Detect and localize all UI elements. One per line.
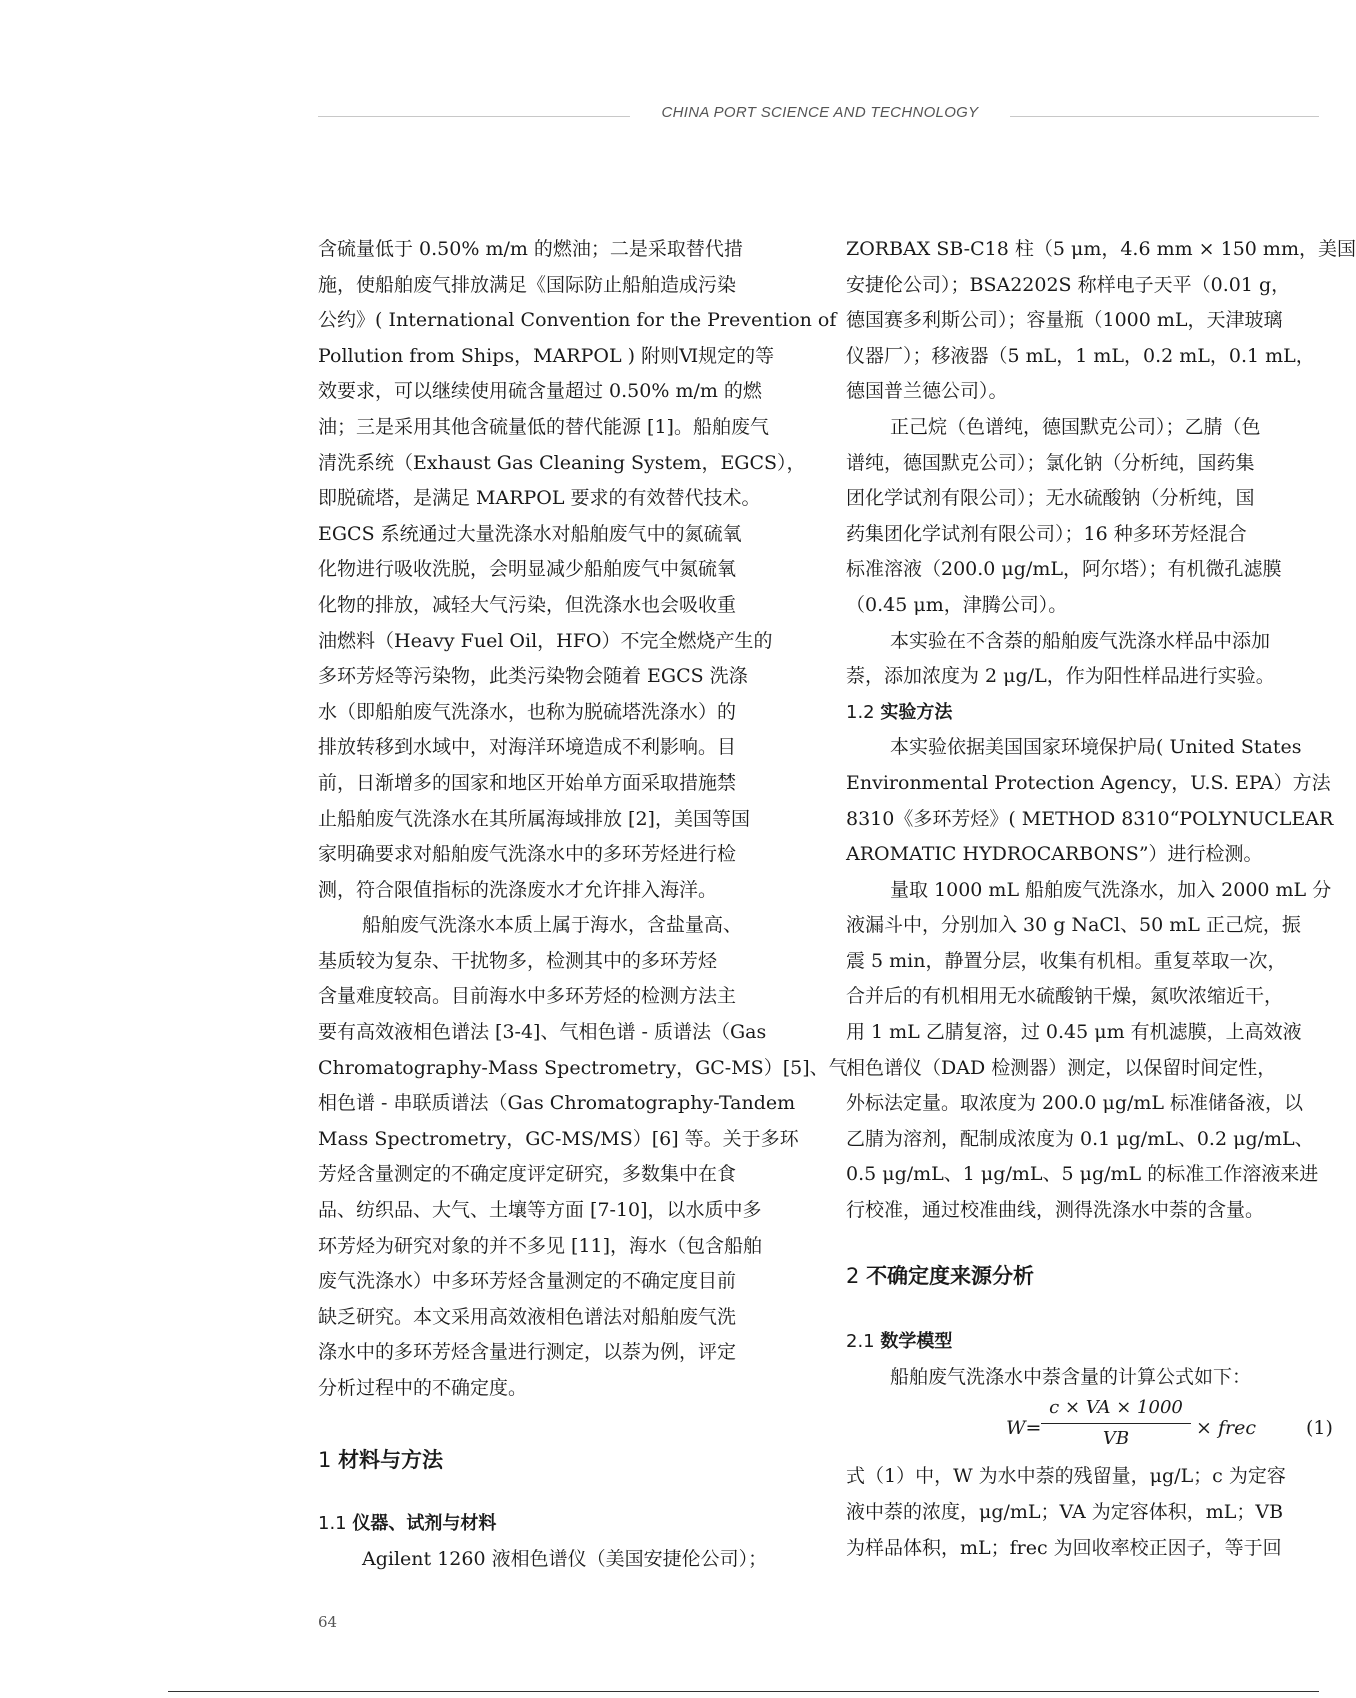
equation-number: (1) <box>1306 1417 1333 1440</box>
left-column <box>318 232 848 1577</box>
text-line: 萘，添加浓度为 2 μg/L，作为阳性样品进行实验。 <box>846 665 1275 688</box>
text-line: Chromatography-Mass Spectrometry，GC-MS）[5]、气 <box>318 1056 848 1079</box>
equation-numerator: c × VA × 1000 <box>1049 1397 1183 1419</box>
header-rule-right <box>1010 116 1319 117</box>
subsection-number: 1.1 <box>318 1513 347 1535</box>
text-line: EGCS 系统通过大量洗涤水对船舶废气中的氮硫氧 <box>318 522 742 545</box>
text-line: 前，日渐增多的国家和地区开始单方面采取措施禁 <box>318 771 737 794</box>
text-line: 船舶废气洗涤水中萘含量的计算公式如下： <box>890 1365 1252 1388</box>
bottom-rule <box>168 1691 1319 1692</box>
text-line: 家明确要求对船舶废气洗涤水中的多环芳烃进行检 <box>318 843 737 866</box>
subsection-title: 数学模型 <box>880 1331 953 1353</box>
section-title: 材料与方法 <box>338 1447 444 1472</box>
subsection-title: 仪器、试剂与材料 <box>352 1513 497 1535</box>
text-line: 含硫量低于 0.50% m/m 的燃油；二是采取替代措 <box>318 238 743 260</box>
header-rule-left <box>318 116 630 117</box>
paragraph <box>846 1360 1319 1396</box>
equation-factor: × frec <box>1196 1417 1256 1440</box>
text-line: 效要求，可以继续使用硫含量超过 0.50% m/m 的燃 <box>318 380 762 403</box>
text-line: 团化学试剂有限公司）；无水硫酸钠（分析纯，国 <box>846 487 1255 510</box>
paragraph <box>318 232 837 908</box>
text-line: 仪器厂）；移液器（5 mL，1 mL，0.2 mL，0.1 mL， <box>846 344 1315 367</box>
text-line: 化物进行吸收洗脱，会明显减少船舶废气中氮硫氧 <box>318 558 737 581</box>
text-line: 相色谱 - 串联质谱法（Gas Chromatography-Tandem <box>318 1092 796 1115</box>
running-header <box>318 104 1319 128</box>
subsection-heading <box>846 1324 1319 1360</box>
equation-fraction <box>1041 1395 1191 1452</box>
right-column <box>846 232 1356 1566</box>
paragraph <box>846 873 1332 1229</box>
spacer <box>318 1407 804 1443</box>
equation-1 <box>846 1395 1333 1459</box>
paragraph <box>846 730 1334 872</box>
text-line: 分析过程中的不确定度。 <box>318 1377 528 1399</box>
text-line: 标准溶液（200.0 μg/mL，阿尔塔）；有机微孔滤膜 <box>846 558 1282 581</box>
section-number: 2 <box>846 1263 860 1288</box>
subsection-heading <box>318 1506 804 1542</box>
paragraph <box>846 232 1356 410</box>
text-line: （0.45 μm，津腾公司）。 <box>846 593 1068 616</box>
fraction-bar <box>1041 1423 1191 1424</box>
text-line: Agilent 1260 液相色谱仪（美国安捷伦公司）； <box>362 1547 768 1570</box>
text-line: 化物的排放，减轻大气污染，但洗涤水也会吸收重 <box>318 593 737 616</box>
section-number: 1 <box>318 1447 332 1472</box>
text-line: 油燃料（Heavy Fuel Oil，HFO）不完全燃烧产生的 <box>318 629 773 652</box>
text-line: 本实验在不含萘的船舶废气洗涤水样品中添加 <box>890 629 1271 652</box>
text-line: 水（即船舶废气洗涤水，也称为脱硫塔洗涤水）的 <box>318 700 737 723</box>
text-line: 相色谱仪（DAD 检测器）测定，以保留时间定性， <box>846 1056 1277 1079</box>
text-line: 废气洗涤水）中多环芳烃含量测定的不确定度目前 <box>318 1270 737 1293</box>
text-line: ZORBAX SB-C18 柱（5 μm，4.6 mm × 150 mm，美国 <box>846 238 1356 260</box>
subsection-heading <box>846 695 1319 731</box>
subsection-number: 2.1 <box>846 1331 875 1353</box>
paragraph <box>318 908 848 1406</box>
text-line: 油；三是采用其他含硫量低的替代能源 [1]。船舶废气 <box>318 415 769 438</box>
equation-denominator: VB <box>1102 1428 1130 1450</box>
text-line: 液中萘的浓度，μg/mL；VA 为定容体积，mL；VB <box>846 1501 1284 1523</box>
section-heading <box>318 1443 804 1479</box>
text-line: 安捷伦公司）；BSA2202S 称样电子天平（0.01 g， <box>846 273 1291 296</box>
text-line: Environmental Protection Agency，U.S. EPA）方法 <box>846 771 1331 794</box>
text-line: 震 5 min，静置分层，收集有机相。重复萃取一次， <box>846 949 1287 972</box>
text-line: 芳烃含量测定的不确定度评定研究，多数集中在食 <box>318 1163 737 1186</box>
text-line: 止船舶废气洗涤水在其所属海域排放 [2]，美国等国 <box>318 807 750 830</box>
page-number: 64 <box>318 1613 338 1631</box>
text-line: 缺乏研究。本文采用高效液相色谱法对船舶废气洗 <box>318 1305 737 1328</box>
text-line: 谱纯，德国默克公司）；氯化钠（分析纯，国药集 <box>846 451 1255 474</box>
text-line: AROMATIC HYDROCARBONS”）进行检测。 <box>846 843 1263 866</box>
equation-lhs: W= <box>1006 1417 1042 1440</box>
text-line: 要有高效液相色谱法 [3-4]、气相色谱 - 质谱法（Gas <box>318 1021 767 1044</box>
paragraph <box>846 410 1319 624</box>
paragraph <box>846 624 1319 695</box>
subsection-number: 1.2 <box>846 701 875 723</box>
text-line: 测，符合限值指标的洗涤废水才允许排入海洋。 <box>318 878 718 901</box>
section-heading <box>846 1259 1319 1295</box>
text-line: 本实验依据美国国家环境保护局( United States <box>890 736 1302 759</box>
text-line: 排放转移到水域中，对海洋环境造成不利影响。目 <box>318 736 737 759</box>
text-line: 德国赛多利斯公司）；容量瓶（1000 mL，天津玻璃 <box>846 309 1283 332</box>
text-line: 多环芳烃等污染物，此类污染物会随着 EGCS 洗涤 <box>318 665 748 688</box>
text-line: 施，使船舶废气排放满足《国际防止船舶造成污染 <box>318 273 737 296</box>
text-line: 涤水中的多环芳烃含量进行测定，以萘为例，评定 <box>318 1341 737 1364</box>
spacer <box>318 1478 804 1506</box>
text-line: 德国普兰德公司）。 <box>846 380 1008 403</box>
text-line: 0.5 μg/mL、1 μg/mL、5 μg/mL 的标准工作溶液来进 <box>846 1163 1319 1186</box>
journal-title: CHINA PORT SCIENCE AND TECHNOLOGY <box>661 104 979 121</box>
text-line: Pollution from Ships，MARPOL ) 附则Ⅵ规定的等 <box>318 344 775 367</box>
section-title: 不确定度来源分析 <box>866 1263 1035 1288</box>
text-line: 药集团化学试剂有限公司）；16 种多环芳烃混合 <box>846 522 1247 545</box>
text-line: 外标法定量。取浓度为 200.0 μg/mL 标准储备液，以 <box>846 1092 1304 1115</box>
text-line: 品、纺织品、大气、土壤等方面 [7-10]，以水质中多 <box>318 1199 762 1222</box>
text-line: 液漏斗中，分别加入 30 g NaCl、50 mL 正己烷，振 <box>846 914 1301 937</box>
text-line: 环芳烃为研究对象的并不多见 [11]，海水（包含船舶 <box>318 1234 763 1257</box>
text-line: 用 1 mL 乙腈复溶，过 0.45 μm 有机滤膜，上高效液 <box>846 1021 1302 1044</box>
text-line: 为样品体积，mL；frec 为回收率校正因子，等于回 <box>846 1536 1282 1559</box>
text-line: 即脱硫塔，是满足 MARPOL 要求的有效替代技术。 <box>318 487 761 510</box>
text-line: 行校准，通过校准曲线，测得洗涤水中萘的含量。 <box>846 1199 1265 1222</box>
text-line: 乙腈为溶剂，配制成浓度为 0.1 μg/mL、0.2 μg/mL、 <box>846 1127 1314 1150</box>
text-line: 船舶废气洗涤水本质上属于海水，含盐量高、 <box>362 914 743 937</box>
spacer <box>846 1294 1319 1324</box>
text-line: 清洗系统（Exhaust Gas Cleaning System，EGCS）， <box>318 451 806 474</box>
text-line: 基质较为复杂、干扰物多，检测其中的多环芳烃 <box>318 949 718 972</box>
text-line: Mass Spectrometry，GC-MS/MS）[6] 等。关于多环 <box>318 1127 799 1150</box>
text-line: 合并后的有机相用无水硫酸钠干燥，氮吹浓缩近干， <box>846 985 1284 1008</box>
text-line: 正己烷（色谱纯，德国默克公司）；乙腈（色 <box>890 415 1261 438</box>
text-line: 含量难度较高。目前海水中多环芳烃的检测方法主 <box>318 985 737 1008</box>
subsection-title: 实验方法 <box>880 701 953 723</box>
paragraph <box>846 1459 1319 1566</box>
text-line: 公约》( International Convention for the Prevention of <box>318 309 837 332</box>
text-line: 式（1）中，W 为水中萘的残留量，μg/L；c 为定容 <box>846 1465 1286 1488</box>
spacer <box>846 1229 1319 1259</box>
text-line: 量取 1000 mL 船舶废气洗涤水，加入 2000 mL 分 <box>890 878 1332 901</box>
text-line: 8310《多环芳烃》( METHOD 8310“POLYNUCLEAR <box>846 807 1334 830</box>
paragraph <box>318 1542 804 1578</box>
